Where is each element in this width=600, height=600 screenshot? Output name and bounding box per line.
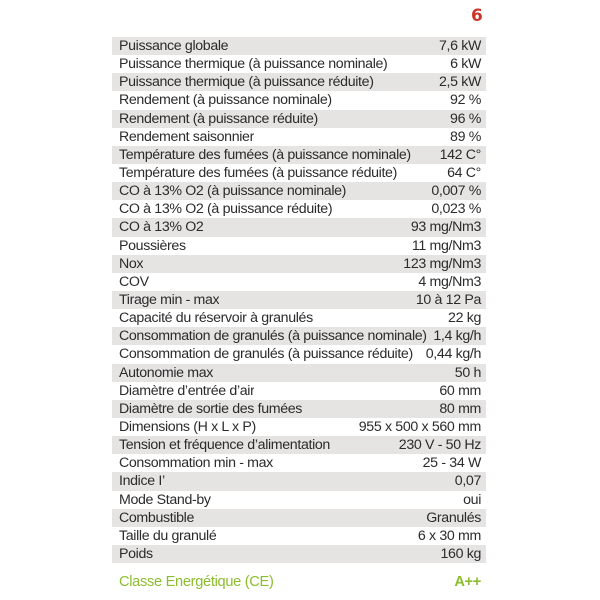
- spec-label: Nox: [119, 255, 144, 272]
- spec-row: [112, 491, 486, 509]
- spec-label: Puissance globale: [119, 38, 229, 55]
- spec-value: 11 mg/Nm3: [411, 237, 481, 254]
- spec-label: Diamètre d’entrée d’air: [119, 382, 255, 399]
- spec-row: [112, 527, 486, 545]
- spec-value: 1,4 kg/h: [433, 328, 481, 345]
- spec-label: Consommation min - max: [119, 455, 273, 472]
- spec-value: 955 x 500 x 560 mm: [358, 419, 481, 436]
- spec-row: [112, 454, 486, 472]
- spec-value: 25 - 34 W: [422, 455, 481, 472]
- energy-class-value: A++: [454, 574, 481, 590]
- spec-row: [112, 309, 486, 327]
- spec-value: 6 kW: [450, 56, 481, 73]
- spec-label: Tension et fréquence d’alimentation: [119, 437, 330, 454]
- spec-row: [112, 345, 486, 363]
- spec-label: CO à 13% O2 (à puissance réduite): [119, 201, 333, 218]
- spec-label: Dimensions (H x L x P): [119, 419, 256, 436]
- spec-row: [112, 73, 486, 91]
- spec-value: 230 V - 50 Hz: [398, 437, 481, 454]
- spec-value: 7,6 kW: [438, 38, 481, 55]
- spec-row: [112, 291, 486, 309]
- spec-value: 89 %: [450, 128, 481, 145]
- spec-label: Rendement (à puissance nominale): [119, 92, 332, 109]
- spec-row: [112, 327, 486, 345]
- spec-row: [112, 110, 486, 128]
- spec-row: [112, 37, 486, 55]
- spec-label: Rendement saisonnier: [119, 128, 254, 145]
- spec-label: Autonomie max: [119, 364, 214, 381]
- spec-label: Puissance thermique (à puissance réduite): [119, 74, 374, 91]
- spec-value: oui: [463, 491, 481, 508]
- spec-value: 0,44 kg/h: [425, 346, 481, 363]
- spec-label: Puissance thermique (à puissance nominale): [119, 56, 388, 73]
- spec-value: 2,5 kW: [438, 74, 481, 91]
- spec-row: [112, 55, 486, 73]
- spec-value: 6 x 30 mm: [417, 527, 481, 544]
- spec-value: 50 h: [454, 364, 481, 381]
- spec-row: [112, 400, 486, 418]
- spec-row: [112, 182, 486, 200]
- spec-value: 60 mm: [439, 382, 481, 399]
- page-number: 6: [471, 6, 483, 26]
- spec-label: Consommation de granulés (à puissance nominale): [119, 328, 427, 345]
- spec-row: [112, 273, 486, 291]
- spec-row: [112, 237, 486, 255]
- spec-label: Taille du granulé: [119, 527, 217, 544]
- spec-value: 93 mg/Nm3: [410, 219, 481, 236]
- spec-label: COV: [119, 273, 149, 290]
- spec-value: 4 mg/Nm3: [418, 273, 481, 290]
- spec-label: Poids: [119, 546, 153, 562]
- spec-row: [112, 91, 486, 109]
- spec-value: 64 C°: [447, 165, 481, 182]
- spec-row: [112, 218, 486, 236]
- spec-label: CO à 13% O2: [119, 219, 204, 236]
- spec-label: Combustible: [119, 509, 195, 526]
- spec-label: Diamètre de sortie des fumées: [119, 400, 303, 417]
- spec-value: 0,07: [454, 473, 481, 490]
- spec-row: [112, 472, 486, 490]
- spec-value: 96 %: [450, 110, 481, 127]
- energy-class-row: [112, 574, 486, 590]
- spec-value: 123 mg/Nm3: [403, 255, 481, 272]
- spec-value: Granulés: [426, 509, 481, 526]
- spec-row: [112, 164, 486, 182]
- spec-row: [112, 128, 486, 146]
- spec-value: 160 kg: [440, 546, 481, 562]
- spec-value: 0,007 %: [431, 183, 481, 200]
- spec-row: [112, 509, 486, 527]
- spec-row: [112, 255, 486, 273]
- spec-row: [112, 364, 486, 382]
- spec-row: [112, 545, 486, 563]
- spec-label: Indice I’: [119, 473, 165, 490]
- spec-value: 0,023 %: [431, 201, 481, 218]
- spec-value: 10 à 12 Pa: [415, 292, 481, 309]
- spec-label: Tirage min - max: [119, 292, 220, 309]
- spec-label: Capacité du réservoir à granulés: [119, 310, 313, 327]
- spec-row: [112, 382, 486, 400]
- spec-value: 22 kg: [448, 310, 481, 327]
- spec-label: Température des fumées (à puissance nominale): [119, 146, 411, 163]
- spec-row: [112, 200, 486, 218]
- spec-label: Rendement (à puissance réduite): [119, 110, 318, 127]
- spec-label: Température des fumées (à puissance réduite): [119, 165, 397, 182]
- spec-value: 142 C°: [439, 146, 481, 163]
- spec-label: Poussières: [119, 237, 186, 254]
- spec-row: [112, 418, 486, 436]
- spec-value: 80 mm: [439, 400, 481, 417]
- spec-label: CO à 13% O2 (à puissance nominale): [119, 183, 347, 200]
- spec-row: [112, 436, 486, 454]
- spec-table: [112, 37, 486, 563]
- spec-label: Consommation de granulés (à puissance réduite): [119, 346, 413, 363]
- spec-value: 92 %: [450, 92, 481, 109]
- spec-row: [112, 146, 486, 164]
- energy-class-label: Classe Energétique (CE): [119, 574, 274, 590]
- spec-label: Mode Stand-by: [119, 491, 211, 508]
